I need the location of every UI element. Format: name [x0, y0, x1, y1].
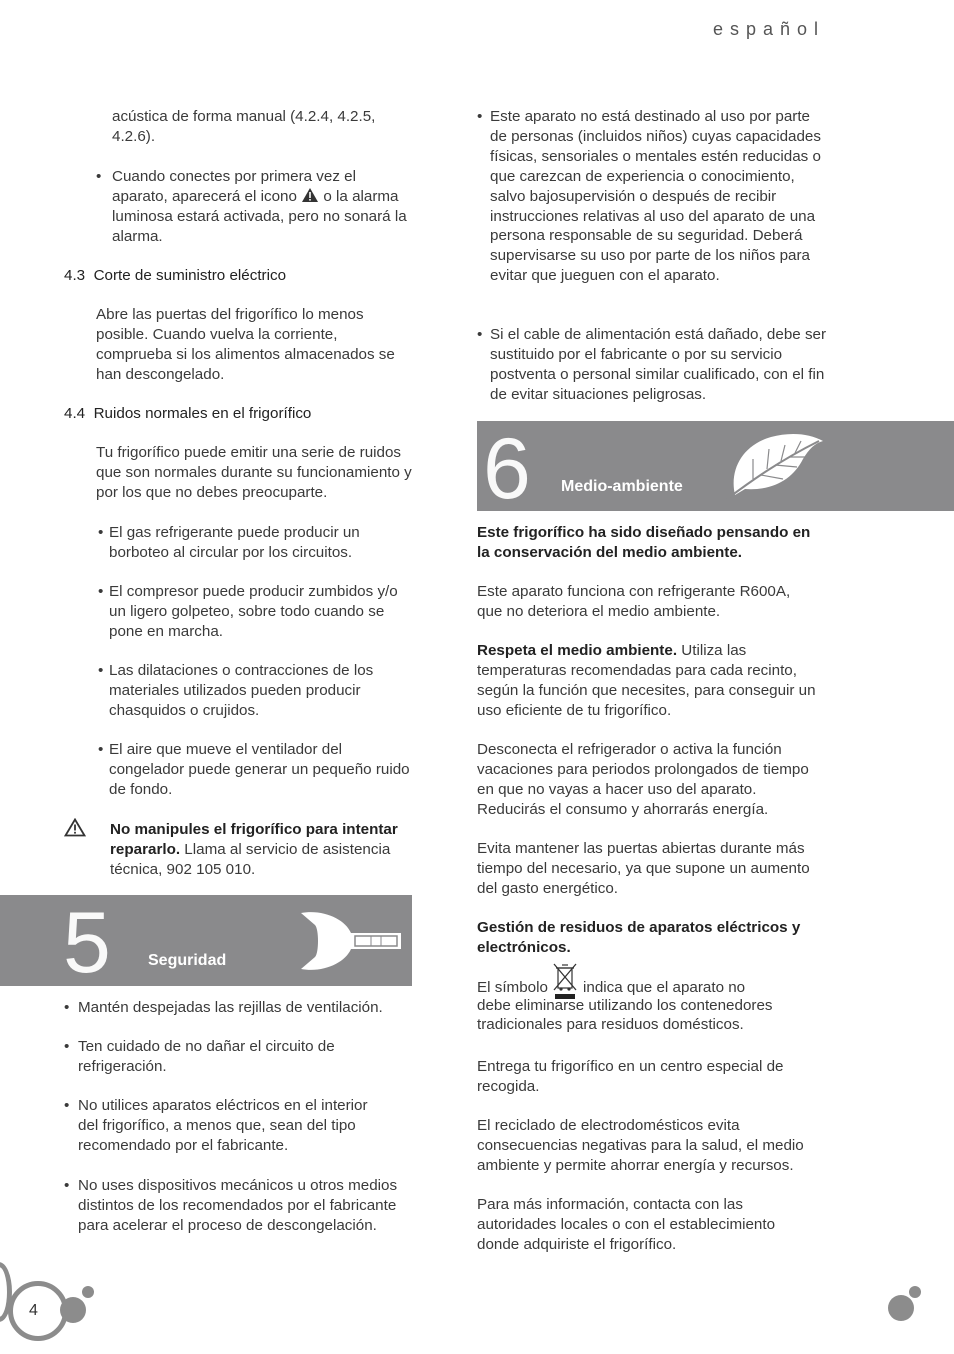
safety-bullet [477, 107, 827, 286]
noise-bullet [98, 582, 414, 642]
environment-p5: Entrega tu frigorífico en un centro especial de recogida. [477, 1058, 784, 1095]
section-4-4-heading [64, 404, 311, 424]
section-4-4-intro: Tu frigorífico puede emitir una serie de ruidos que son normales durante su funcionamiento y por los que no debes preocuparte. [96, 444, 412, 501]
continued-paragraph: acústica de forma manual (4.2.4, 4.2.5, 4.2.6). [112, 108, 376, 145]
bullet-dot: • [64, 1177, 70, 1194]
weee-before: El símbolo [477, 979, 548, 996]
first-connect-text-a: Cuando conectes por primera vez el aparato, aparecerá el icono [112, 168, 356, 205]
safety-bullet-text: No utilices aparatos eléctricos en el interior del frigorífico, a menos que, sean del tipo recomendado por el fabricante. [78, 1097, 368, 1154]
noise-bullet [98, 661, 414, 721]
noise-bullet-text: El compresor puede producir zumbidos y/o un ligero golpeteo, sobre todo cuando se pone en marcha. [109, 583, 398, 640]
environment-p1: Este aparato funciona con refrigerante R600A, que no deteriora el medio ambiente. [477, 583, 791, 620]
decorative-dot [888, 1295, 914, 1321]
section-5-title: Seguridad [148, 952, 227, 969]
safety-bullet [64, 1176, 414, 1236]
section-6-title: Medio-ambiente [561, 478, 683, 495]
safety-bullet-text: Ten cuidado de no dañar el circuito de refrigeración. [78, 1038, 335, 1075]
safety-bullet-text: Mantén despejadas las rejillas de ventilación. [78, 999, 383, 1016]
safety-bullet-text: No uses dispositivos mecánicos u otros medios distintos de los recomendados por el fabricante para acelerar el proceso de descongelación. [78, 1177, 398, 1234]
bullet-dot: • [98, 662, 104, 679]
first-connect-bullet [96, 167, 412, 247]
weee-after: indica que el aparato no [583, 979, 746, 996]
environment-p3: Desconecta el refrigerador o activa la función vacaciones para periodos prolongados de tiempo en que no vayas a hacer uso del aparato. Reducirás el consumo y ahorrarás energía. [477, 741, 809, 818]
bullet-dot: • [64, 1038, 70, 1055]
safety-bullet-text: Si el cable de alimentación está dañado, debe ser sustituido por el fabricante o por su servicio postventa o personal similar cualificado, con el fin de evitar situaciones peligrosas. [490, 326, 827, 403]
leaf-icon [723, 429, 827, 501]
bullet-dot: • [477, 108, 483, 125]
environment-p2-rest: Utiliza las temperaturas recomendadas para cada recinto, según la función que necesites, para conseguir un uso eficiente de tu frigorífico. [477, 642, 816, 719]
bullet-dot: • [98, 583, 104, 600]
decorative-dot [60, 1297, 86, 1323]
page-number-ring [8, 1281, 68, 1341]
environment-lead: Este frigorífico ha sido diseñado pensando en la conservación del medio ambiente. [477, 524, 811, 561]
safety-bullet-text: Este aparato no está destinado al uso por parte de personas (incluidos niños) cuyas capacidades físicas, sensoriales o mentales estén reducidas o que carezcan de experiencia o conocimiento, salvo bajosupervisión o después de recibir instrucciones relativas al uso del aparato de una persona responsable de su seguridad. Deberá supervisarse su uso por parte de los niños para evitar que jueguen con el aparato. [490, 108, 821, 285]
safety-bullet [64, 1096, 414, 1156]
environment-p6: El reciclado de electrodomésticos evita consecuencias negativas para la salud, el medio ambiente y permite ahorrar energía y recursos. [477, 1117, 804, 1174]
noise-bullet-text: El gas refrigerante puede producir un borboteo al circular por los circuitos. [109, 524, 360, 561]
warning-bold: No manipules el frigorífico para intentar repararlo. [110, 821, 398, 858]
warning-triangle-icon [301, 187, 319, 203]
environment-p7: Para más información, contacta con las autoridades locales o con el establecimiento donde adquiriste el frigorífico. [477, 1196, 776, 1253]
noise-bullet-text: El aire que mueve el ventilador del congelador puede generar un pequeño ruido de fondo. [109, 741, 410, 798]
section-6-band [477, 421, 954, 517]
decorative-dot-small [82, 1286, 94, 1298]
section-4-3-body: Abre las puertas del frigorífico lo menos posible. Cuando vuelva la corriente, comprueba si los alimentos almacenados se han descongelado. [96, 306, 395, 383]
bullet-dot: • [98, 524, 104, 541]
wrench-icon [293, 909, 405, 975]
bullet-dot: • [96, 168, 102, 185]
section-5-number: 5 [63, 895, 111, 991]
bullet-dot: • [98, 741, 104, 758]
section-6-number: 6 [483, 421, 531, 517]
section-number: 4.4 [64, 405, 86, 422]
safety-bullet [64, 998, 414, 1018]
noise-bullet-text: Las dilataciones o contracciones de los materiales utilizados pueden producir chasquidos o crujidos. [109, 662, 374, 719]
first-connect-text-b: o la alarma luminosa estará activada, pero no sonará la alarma. [112, 187, 407, 245]
warning-triangle-icon [64, 818, 86, 837]
section-5-band [0, 895, 412, 991]
environment-p2-bold: Respeta el medio ambiente. [477, 642, 678, 659]
safety-bullet [477, 325, 827, 405]
section-title: Corte de suministro eléctrico [93, 267, 287, 284]
warning-rest: Llama al servicio de asistencia técnica, 902 105 010. [110, 840, 391, 878]
section-title: Ruidos normales en el frigorífico [93, 405, 312, 422]
section-number: 4.3 [64, 267, 86, 284]
noise-bullet [98, 740, 414, 800]
decorative-dot-small [909, 1286, 921, 1298]
bullet-dot: • [477, 326, 483, 343]
weee-rest: debe eliminarse utilizando los contenedores tradicionales para residuos domésticos. [477, 997, 773, 1033]
warning-text [110, 820, 414, 880]
environment-p2 [477, 641, 827, 721]
section-4-3-heading [64, 266, 286, 286]
page-number: 4 [29, 1302, 38, 1319]
language-label: español [713, 19, 826, 39]
bullet-dot: • [64, 1097, 70, 1114]
safety-bullet [64, 1037, 414, 1077]
weee-heading: Gestión de residuos de aparatos eléctricos y electrónicos. [477, 919, 801, 956]
crossed-bin-icon [551, 963, 579, 1001]
environment-p4: Evita mantener las puertas abiertas durante más tiempo del necesario, ya que supone un aumento del gasto energético. [477, 840, 810, 897]
noise-bullet [98, 523, 414, 563]
weee-line [477, 978, 827, 998]
bullet-dot: • [64, 999, 70, 1016]
